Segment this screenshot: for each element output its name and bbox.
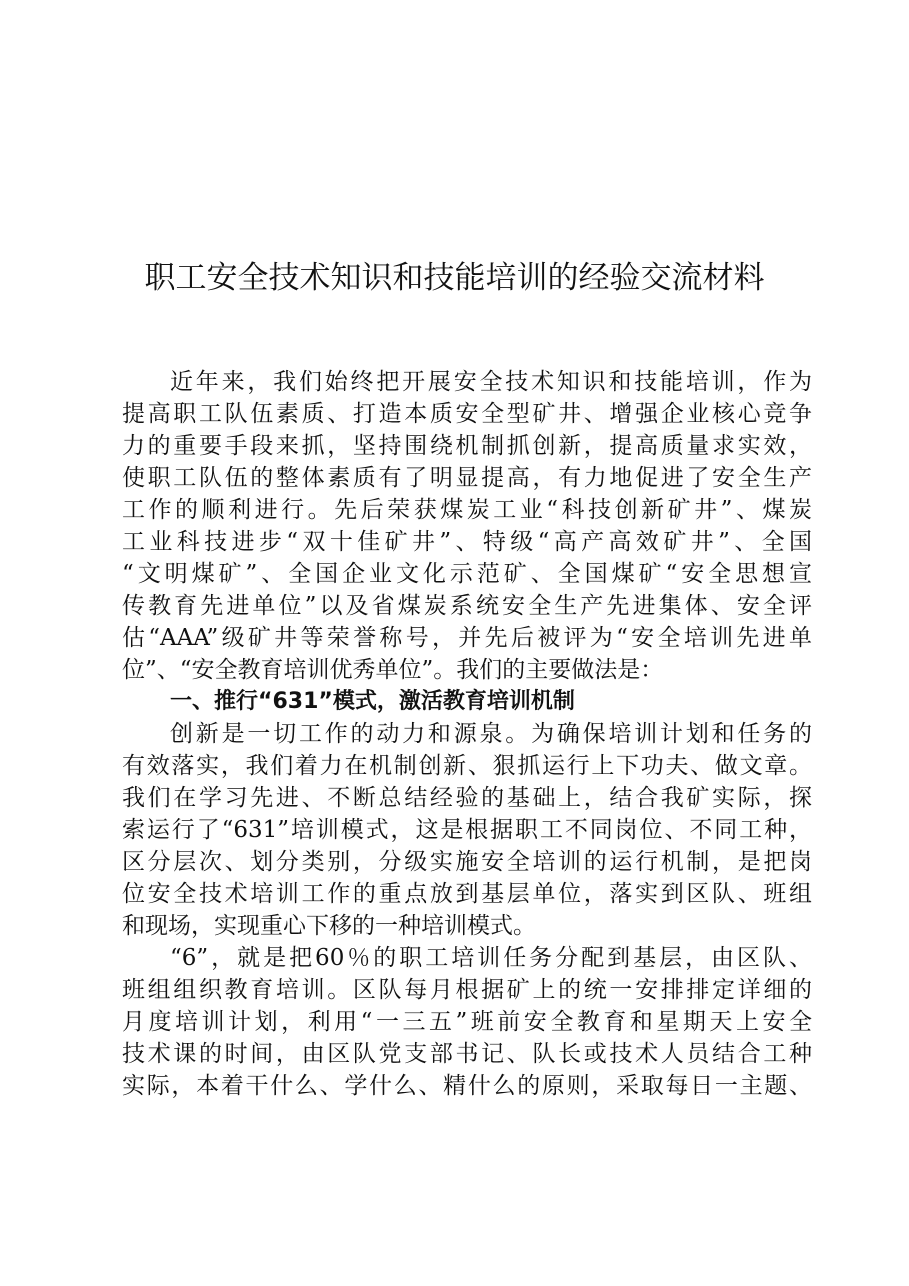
paragraph-line: 班组组织教育培训。区队每月根据矿上的统一安排排定详细的 [122,977,812,1003]
paragraph-line: 位”、“安全教育培训优秀单位”。我们的主要做法是： [122,657,664,683]
paragraph-line: “文明煤矿”、全国企业文化示范矿、全国煤矿“安全思想宣 [122,561,812,587]
paragraph-line: “6”，就是把60％的职工培训任务分配到基层，由区队、 [170,945,812,971]
paragraph-line: 提高职工队伍素质、打造本质安全型矿井、增强企业核心竞争 [122,401,812,427]
paragraph-line: 有效落实，我们着力在机制创新、狠抓运行上下功夫、做文章。 [122,753,812,779]
heading-text: 一、推行“631”模式，激活教育培训机制 [170,689,575,714]
paragraph-line: 位安全技术培训工作的重点放到基层单位，落实到区队、班组 [122,881,812,907]
paragraph [122,942,812,1102]
document-body [122,366,812,1102]
document-title: 职工安全技术知识和技能培训的经验交流材料 [144,260,765,296]
paragraph-line: 估“AAA”级矿井等荣誉称号，并先后被评为“安全培训先进单 [122,625,812,651]
paragraph-line: 实际，本着干什么、学什么、精什么的原则，采取每日一主题、 [122,1073,812,1099]
paragraph-line: 力的重要手段来抓，坚持围绕机制抓创新，提高质量求实效， [122,433,812,459]
paragraph [122,718,812,942]
paragraph-line: 技术课的时间，由区队党支部书记、队长或技术人员结合工种 [122,1041,812,1067]
paragraph-line: 和现场，实现重心下移的一种培训模式。 [122,913,536,939]
paragraph-line: 创新是一切工作的动力和源泉。为确保培训计划和任务的 [170,721,812,747]
paragraph-line: 工业科技进步“双十佳矿井”、特级“高产高效矿井”、全国 [122,529,812,555]
paragraph-line: 月度培训计划，利用“一三五”班前安全教育和星期天上安全 [122,1009,812,1035]
paragraph-line: 我们在学习先进、不断总结经验的基础上，结合我矿实际，探 [122,785,812,811]
paragraph [122,366,812,686]
paragraph-line: 使职工队伍的整体素质有了明显提高，有力地促进了安全生产 [122,465,812,491]
paragraph-line: 索运行了“631”培训模式，这是根据职工不同岗位、不同工种， [122,817,812,843]
paragraph-line: 区分层次、划分类别，分级实施安全培训的运行机制，是把岗 [122,849,812,875]
section-heading [122,686,812,718]
paragraph-line: 工作的顺利进行。先后荣获煤炭工业“科技创新矿井”、煤炭 [122,497,812,523]
paragraph-line: 近年来，我们始终把开展安全技术知识和技能培训，作为 [170,369,812,395]
paragraph-line: 传教育先进单位”以及省煤炭系统安全生产先进集体、安全评 [122,593,812,619]
